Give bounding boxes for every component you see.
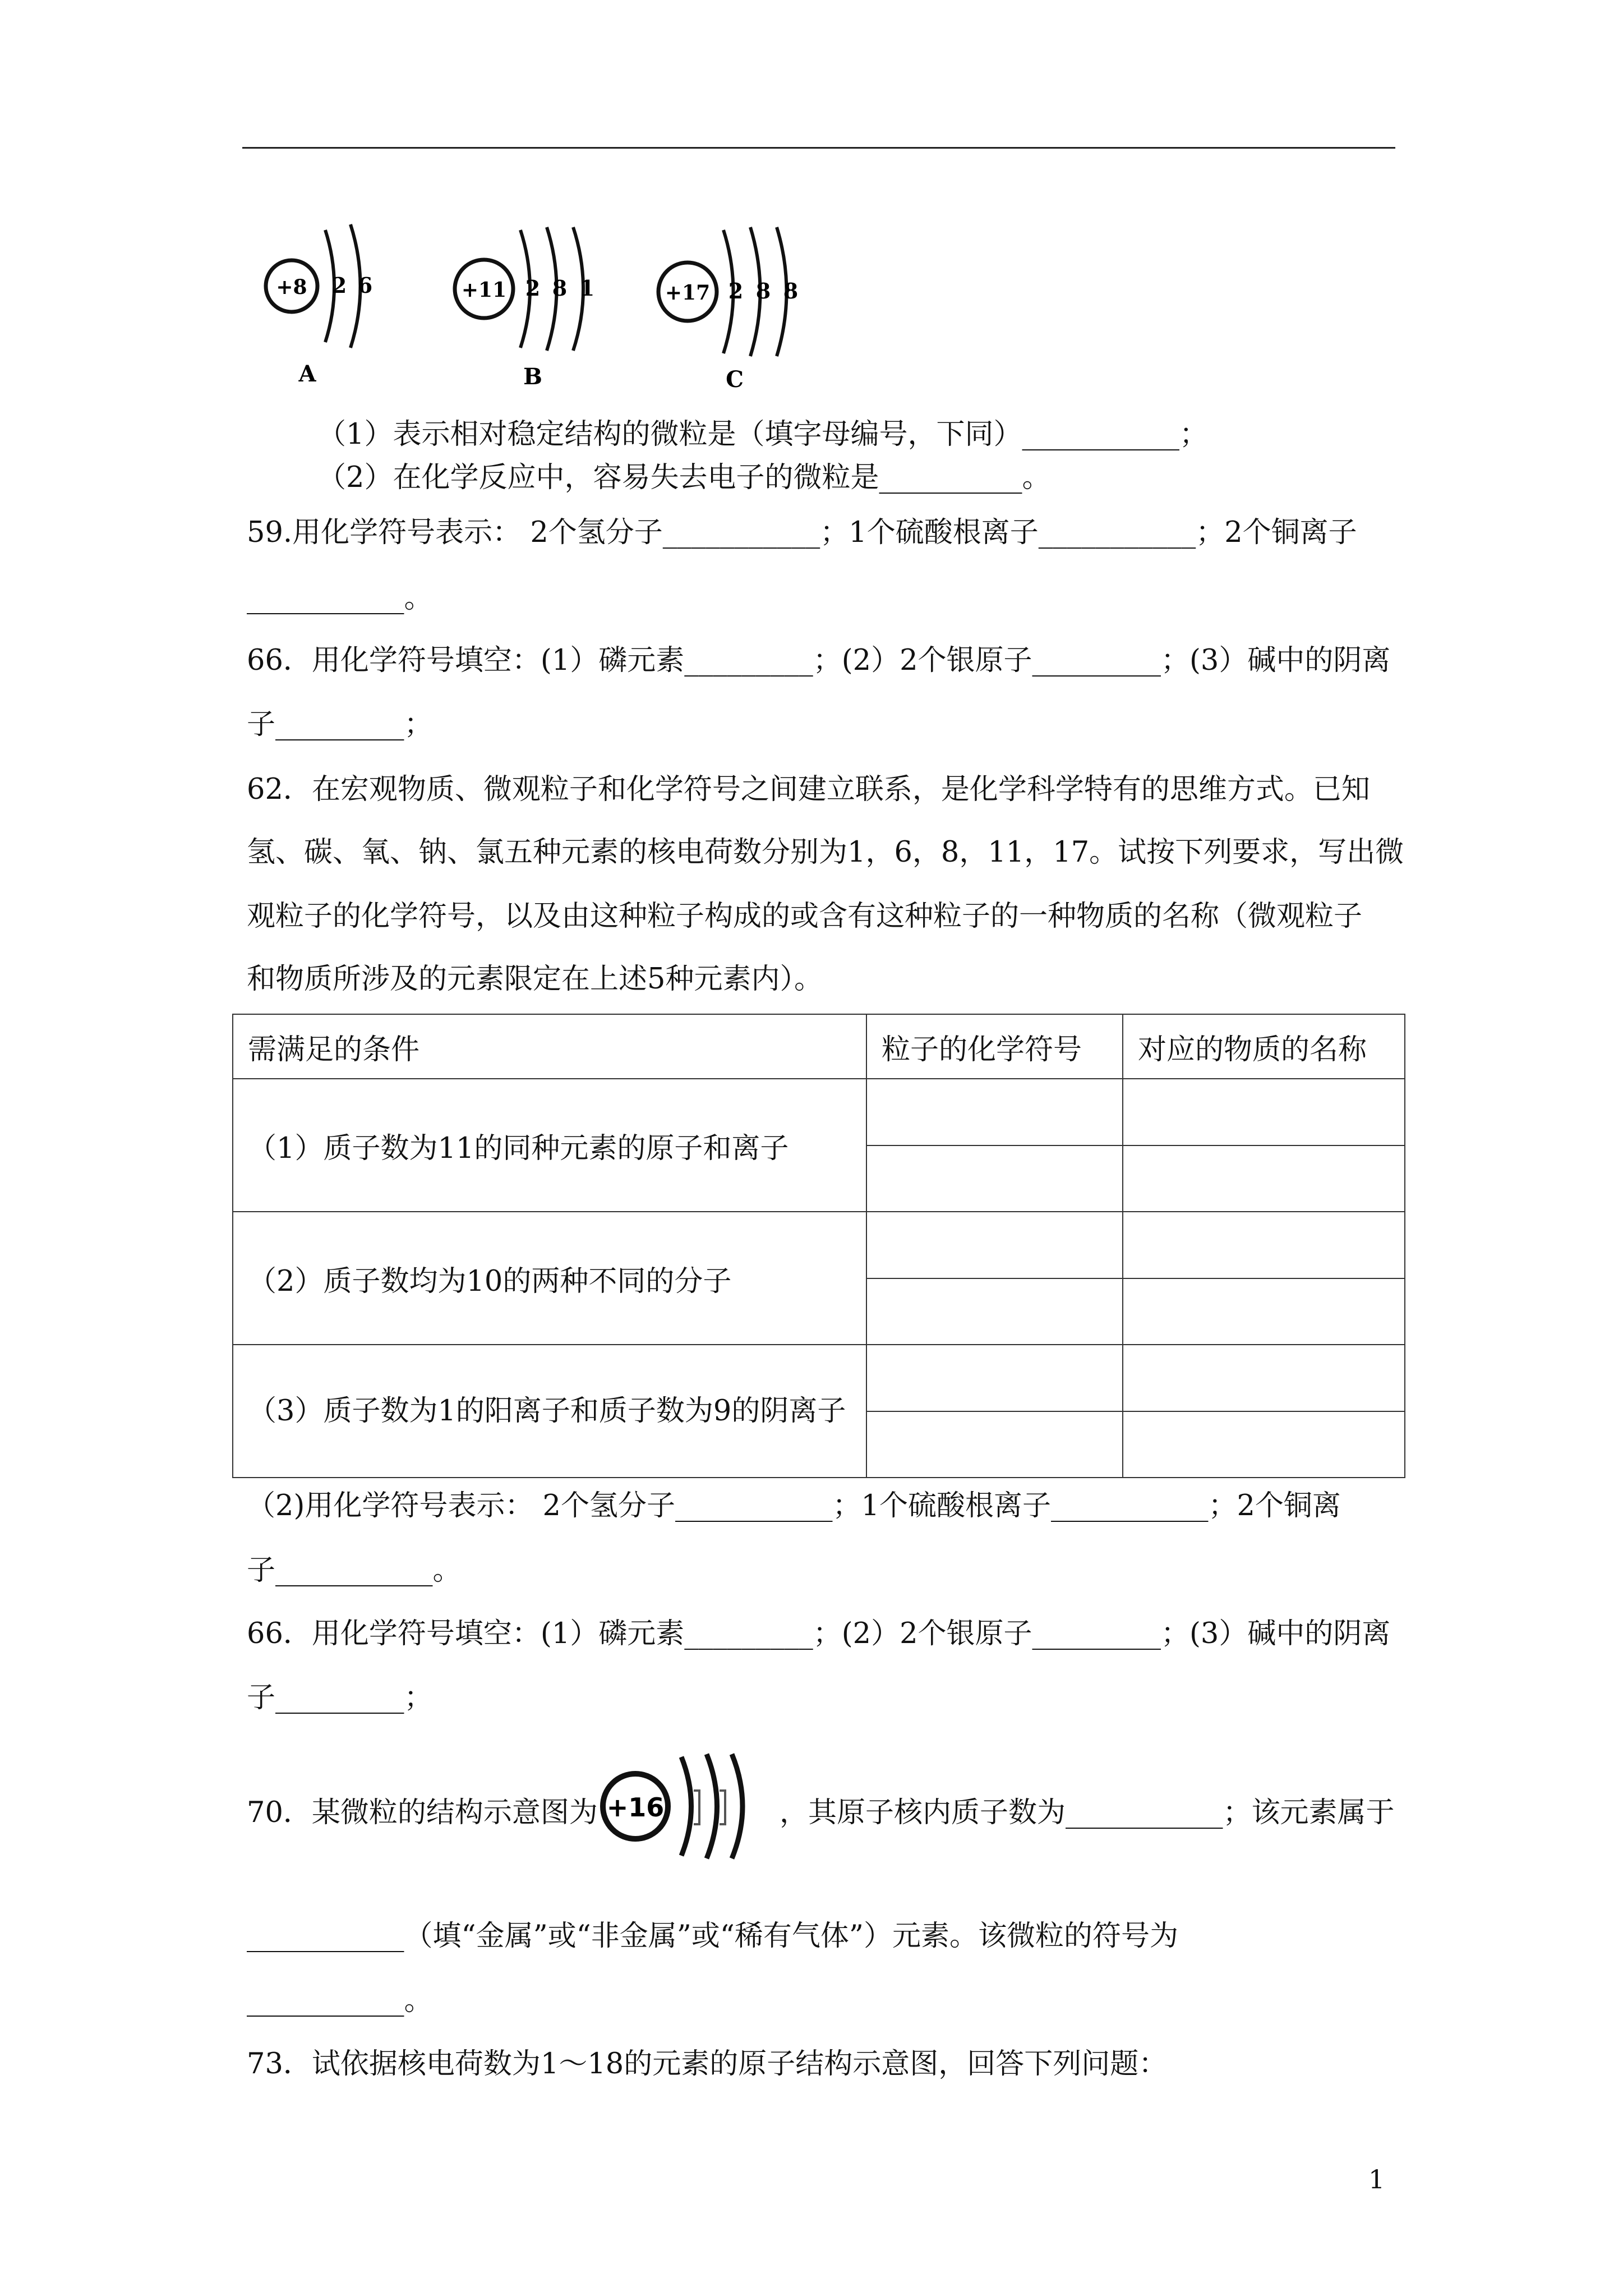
table-header-condition: 需满足的条件 xyxy=(233,1014,866,1079)
question-66a-line1: 66．用化学符号填空：(1）磷元素_________；(2）2个银原子_________；(3）碱中的阴离 xyxy=(247,644,1391,677)
question-70-post: ，其原子核内质子数为___________；该元素属于 xyxy=(780,1796,1395,1829)
table-cell-substance xyxy=(1123,1212,1405,1278)
table-row xyxy=(233,1212,1405,1278)
inline-atom-nucleus: +16 xyxy=(606,1792,665,1823)
atom-a-shell-2: 6 xyxy=(357,273,373,298)
table-cell-symbol xyxy=(866,1411,1123,1478)
table-cell-substance xyxy=(1123,1278,1405,1345)
atom-b-shell-3: 1 xyxy=(579,275,595,301)
question-73: 73．试依据核电荷数为1～18的元素的原子结构示意图，回答下列问题： xyxy=(247,2047,1168,2081)
table-cell-substance xyxy=(1123,1145,1405,1212)
atom-b-shell-1: 2 xyxy=(525,275,541,301)
question-66b-line1: 66．用化学符号填空：(1）磷元素_________；(2）2个银原子_________；(3）碱中的阴离 xyxy=(247,1617,1391,1650)
question-62-line3: 观粒子的化学符号，以及由这种粒子构成的或含有这种粒子的一种物质的名称（微观粒子 xyxy=(247,900,1363,933)
atom-b xyxy=(455,227,594,390)
table-cell-condition-2: （2）质子数均为10的两种不同的分子 xyxy=(233,1212,866,1345)
table-row xyxy=(233,1345,1405,1411)
question-59-line1: 59.用化学符号表示： 2个氢分子___________；1个硫酸根离子___________；2个铜离子 xyxy=(247,516,1357,549)
question-59-line2: ___________。 xyxy=(247,582,433,615)
table-cell-symbol xyxy=(866,1212,1123,1278)
question-62-line1: 62．在宏观物质、微观粒子和化学符号之间建立联系，是化学科学特有的思维方式。已知 xyxy=(247,773,1370,806)
atom-c-nucleus: +17 xyxy=(665,281,711,305)
atom-c-shell-1: 2 xyxy=(728,278,744,303)
question-62-line4: 和物质所涉及的元素限定在上述5种元素内）。 xyxy=(247,963,823,996)
table-header-row xyxy=(233,1014,1405,1079)
atom-a-nucleus: +8 xyxy=(276,275,307,299)
atom-a-shell-1: 2 xyxy=(331,273,347,298)
table-cell-substance xyxy=(1123,1079,1405,1145)
atom-c-label: C xyxy=(726,366,744,393)
table-cell-symbol xyxy=(866,1145,1123,1212)
atom-b-label: B xyxy=(523,364,542,390)
table-cell-condition-3: （3）质子数为1的阳离子和质子数为9的阴离子 xyxy=(233,1345,866,1478)
atom-c xyxy=(658,227,798,393)
question-66a-line2: 子_________； xyxy=(247,708,433,741)
table-row xyxy=(233,1079,1405,1145)
inline-atom-diagram xyxy=(597,1746,766,1866)
answer-table xyxy=(232,1014,1405,1478)
atom-b-shell-2: 8 xyxy=(552,275,568,301)
table-cell-substance xyxy=(1123,1411,1405,1478)
table-cell-symbol xyxy=(866,1345,1123,1411)
atom-c-shell-3: 8 xyxy=(783,278,799,303)
table-cell-symbol xyxy=(866,1079,1123,1145)
atom-b-nucleus: +11 xyxy=(461,278,507,302)
question-2b-line2: 子___________。 xyxy=(247,1554,462,1587)
atom-a xyxy=(266,224,372,387)
atom-diagrams xyxy=(0,0,1623,415)
question-66b-line2: 子_________； xyxy=(247,1681,433,1714)
question-a2: （2）在化学反应中，容易失去电子的微粒是__________。 xyxy=(317,461,1051,494)
table-cell-substance xyxy=(1123,1345,1405,1411)
question-70-line3: ___________。 xyxy=(247,1984,433,2017)
question-62-line2: 氢、碳、氧、钠、氯五种元素的核电荷数分别为1，6，8，11，17。试按下列要求，写出微 xyxy=(247,836,1404,869)
question-70-line2: ___________（填“金属”或“非金属”或“稀有气体”）元素。该微粒的符号为 xyxy=(247,1920,1178,1953)
question-2b-line1: （2)用化学符号表示： 2个氢分子___________；1个硫酸根离子___________；2个铜离 xyxy=(247,1489,1341,1522)
question-a1: （1）表示相对稳定结构的微粒是（填字母编号，下同）___________； xyxy=(317,418,1208,451)
table-cell-symbol xyxy=(866,1278,1123,1345)
question-70-pre: 70．某微粒的结构示意图为 xyxy=(247,1796,598,1829)
page-number: 1 xyxy=(1368,2164,1385,2194)
atom-a-label: A xyxy=(298,361,316,387)
table-header-symbol: 粒子的化学符号 xyxy=(866,1014,1123,1079)
table-cell-condition-1: （1）质子数为11的同种元素的原子和离子 xyxy=(233,1079,866,1212)
atom-c-shell-2: 8 xyxy=(755,278,771,303)
table-header-substance: 对应的物质的名称 xyxy=(1123,1014,1405,1079)
